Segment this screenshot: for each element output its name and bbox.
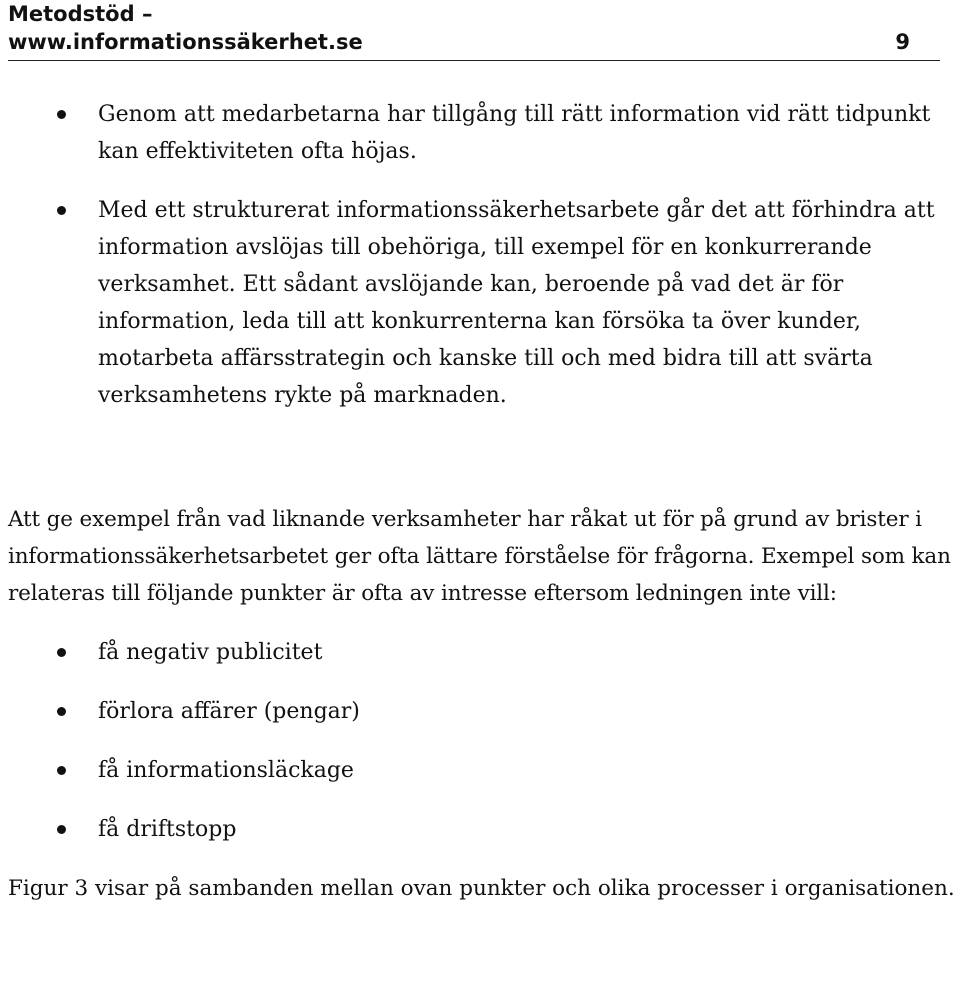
paragraph-figure-reference: Figur 3 visar på sambanden mellan ovan punkter och olika processer i organisationen. (8, 875, 955, 901)
bullet-list-top (8, 96, 958, 414)
list-item (8, 693, 958, 752)
bullet-icon (57, 206, 66, 215)
bullet-icon (57, 707, 66, 716)
bullet-list-bottom (8, 634, 958, 870)
page-header (8, 0, 940, 61)
list-item-text: få informationsläckage (98, 757, 354, 783)
list-item-text: få driftstopp (98, 816, 237, 842)
bullet-icon (57, 825, 66, 834)
list-item (8, 192, 958, 414)
list-item-text: få negativ publicitet (98, 639, 323, 665)
paragraph-examples: Att ge exempel från vad liknande verksamheter har råkat ut för på grund av brister i informationssäkerhetsarbetet ger ofta lättare förståelse för frågorna. Exempel som kan relateras till följande punkter är ofta av intresse eftersom ledningen inte vill: (8, 507, 951, 606)
header-title: Metodstöd – (8, 2, 153, 26)
list-item (8, 811, 958, 870)
list-item (8, 96, 958, 170)
bullet-icon (57, 110, 66, 119)
list-item-text: Genom att medarbetarna har tillgång till rätt information vid rätt tidpunkt kan effektiviteten ofta höjas. (98, 102, 931, 164)
bullet-icon (57, 648, 66, 657)
bullet-icon (57, 766, 66, 775)
document-body (8, 96, 958, 928)
list-item (8, 634, 958, 693)
list-item (8, 752, 958, 811)
page-number: 9 (895, 30, 910, 54)
list-item-text: Med ett strukturerat informationssäkerhetsarbete går det att förhindra att information avslöjas till obehöriga, till exempel för en konkurrerande verksamhet. Ett sådant avslöjande kan, beroende på vad det är för information, leda till att konkurrenterna kan försöka ta över kunder, motarbeta affärsstrategin och kanske till och med bidra till att svärta verksamhetens rykte på marknaden. (98, 198, 935, 408)
list-item-text: förlora affärer (pengar) (98, 698, 360, 724)
header-site-url: www.informationssäkerhet.se (8, 30, 363, 54)
